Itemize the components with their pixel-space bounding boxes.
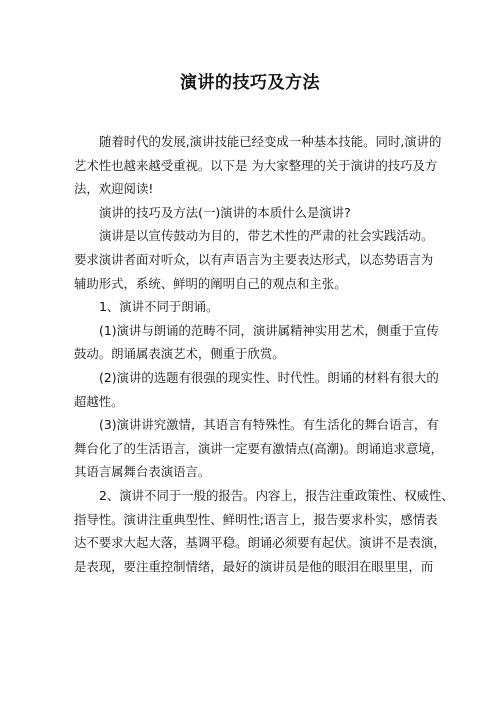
text-line: 其语言属舞台表演语言。	[74, 464, 211, 480]
text-line: 1、演讲不同于朗诵。	[99, 299, 219, 315]
text-line: (3)演讲讲究激情，其语言有特殊性。有生活化的舞台语言，有	[99, 417, 439, 433]
text-line: (2)演讲的选题有很强的现实性、时代性。朗诵的材料有很大的	[99, 369, 439, 385]
text-line: 随着时代的发展,演讲技能已经变成一种基本技能。同时,演讲的	[99, 134, 442, 149]
text-line: 2、演讲不同于一般的报告。内容上，报告注重政策性、权威性、	[99, 487, 454, 503]
text-line: 是表现，要注重控制情绪，最好的演讲员是他的眼泪在眼里里，而	[74, 558, 434, 574]
text-line: 超越性。	[74, 393, 124, 409]
text-line: 指导性。演讲注重典型性、鲜明性;语言上，报告要求朴实，感情表	[74, 511, 438, 527]
text-line: 辅助形式，系统、鲜明的阐明自己的观点和主张。	[74, 275, 347, 291]
text-line: 舞台化了的生活语言，演讲一定要有激情点(高潮)。朗诵追求意境，	[74, 440, 443, 456]
document-body	[74, 130, 454, 578]
text-line: 艺术性也越来越受重视。以下是 为大家整理的关于演讲的技巧及方	[74, 157, 438, 173]
document-title: 演讲的技巧及方法	[180, 73, 320, 93]
text-line: 鼓动。朗诵属表演艺术，侧重于欣赏。	[74, 346, 285, 362]
text-line: (1)演讲与朗诵的范畴不同，演讲属精神实用艺术，侧重于宣传	[99, 322, 439, 338]
text-line: 要求演讲者面对听众，以有声语言为主要表达形式，以态势语言为	[74, 251, 434, 267]
text-line: 演讲的技巧及方法(一)演讲的本质什么是演讲?	[99, 204, 351, 220]
text-line: 达不要求大起大落，基调平稳。朗诵必须要有起伏。演讲不是表演，	[74, 535, 446, 551]
text-line: 演讲是以宣传鼓动为目的，带艺术性的严肃的社会实践活动。	[99, 228, 434, 244]
text-line: 法，欢迎阅读!	[74, 181, 154, 197]
